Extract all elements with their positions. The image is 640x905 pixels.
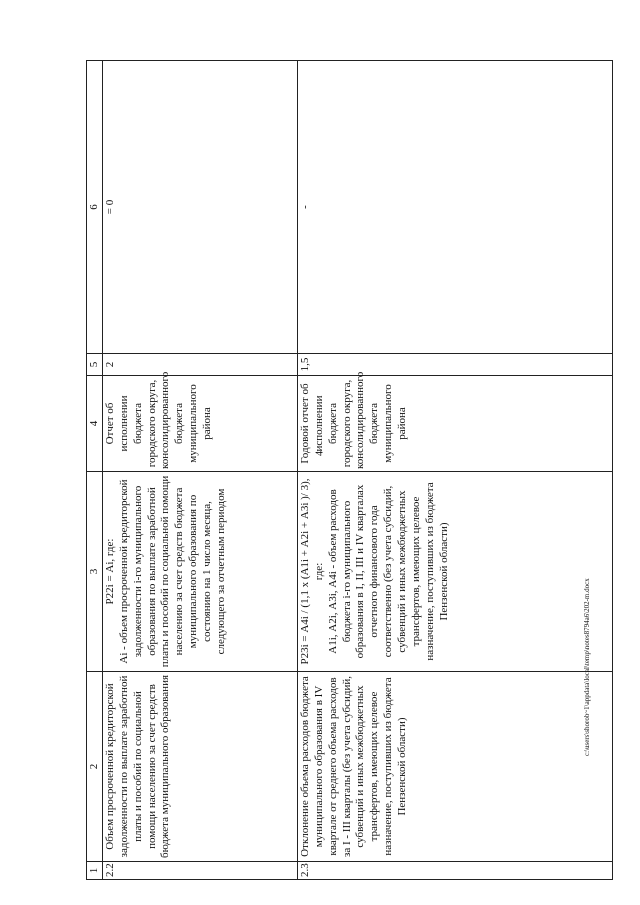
header-cell-6: 6 [87,61,103,354]
header-cell-3: 3 [87,472,103,672]
table-row [103,61,298,880]
page-number: 4 [314,451,326,456]
header-cell-4: 4 [87,376,103,472]
row-number: 2.3 [298,862,613,880]
weight-value: 1,5 [298,354,613,376]
formula-cell [298,472,613,672]
formula-description: Аi - объем просроченной кредиторской задолженности i-го муниципального образования по выплате заработной платы и пособий по социальной помощи населению за счет средств бюджета муниципального образования по состоянию на 1 число месяца, следующего за отчетным периодом [117,475,227,668]
source-document: Годовой отчет об исполнении бюджета городского округа, консолидированного бюджета муниципального района [298,376,613,472]
header-cell-5: 5 [87,354,103,376]
formula: Р22i = Аi, где: [104,538,116,605]
weight-value: 2 [103,354,298,376]
indicator-name: Объем просроченной кредиторской задолженности по выплате заработной платы и пособий по социальной помощи населению за счет средств бюджета муниципального образования [103,672,298,862]
row-number: 2.2 [103,862,298,880]
indicator-table [86,60,613,880]
formula-description: А1i, А2i, А3i, А4i - объем расходов бюджета i-го муниципального образования в I, II, III и IV кварталах отчетного финансового года соответственно (без учета субсидий, субвенций и иных межбюджетных трансфертов, имеющих целевое назначение, поступивших из бюджета Пензенской области) [326,482,450,661]
indicator-name: Отклонение объема расходов бюджета муниципального образования в IV квартале от среднего объема расходов за I - III кварталы (без учета субсидий, субвенций и иных межбюджетных трансфертов, имеющих целевое назначение, поступивших из бюджета Пензенской области) [298,672,613,862]
target-value: = 0 [103,61,298,354]
formula-cell [103,472,298,672]
indicator-table-container [86,60,613,880]
formula: Р23i = А4i / (1,1 x (А1i + А2i + А3i )/ 3), где: [299,478,325,665]
source-document: Отчет об исполнении бюджета городского округа, консолидированного бюджета муниципального района [103,376,298,472]
header-cell-2: 2 [87,672,103,862]
file-path-footer: c:\users\shorob~1\appdata\local\temp\notes8794a6\202-m.docx [583,578,591,756]
header-cell-1: 1 [87,862,103,880]
table-header-row [87,61,103,880]
target-value: - [298,61,613,354]
table-row [298,61,613,880]
